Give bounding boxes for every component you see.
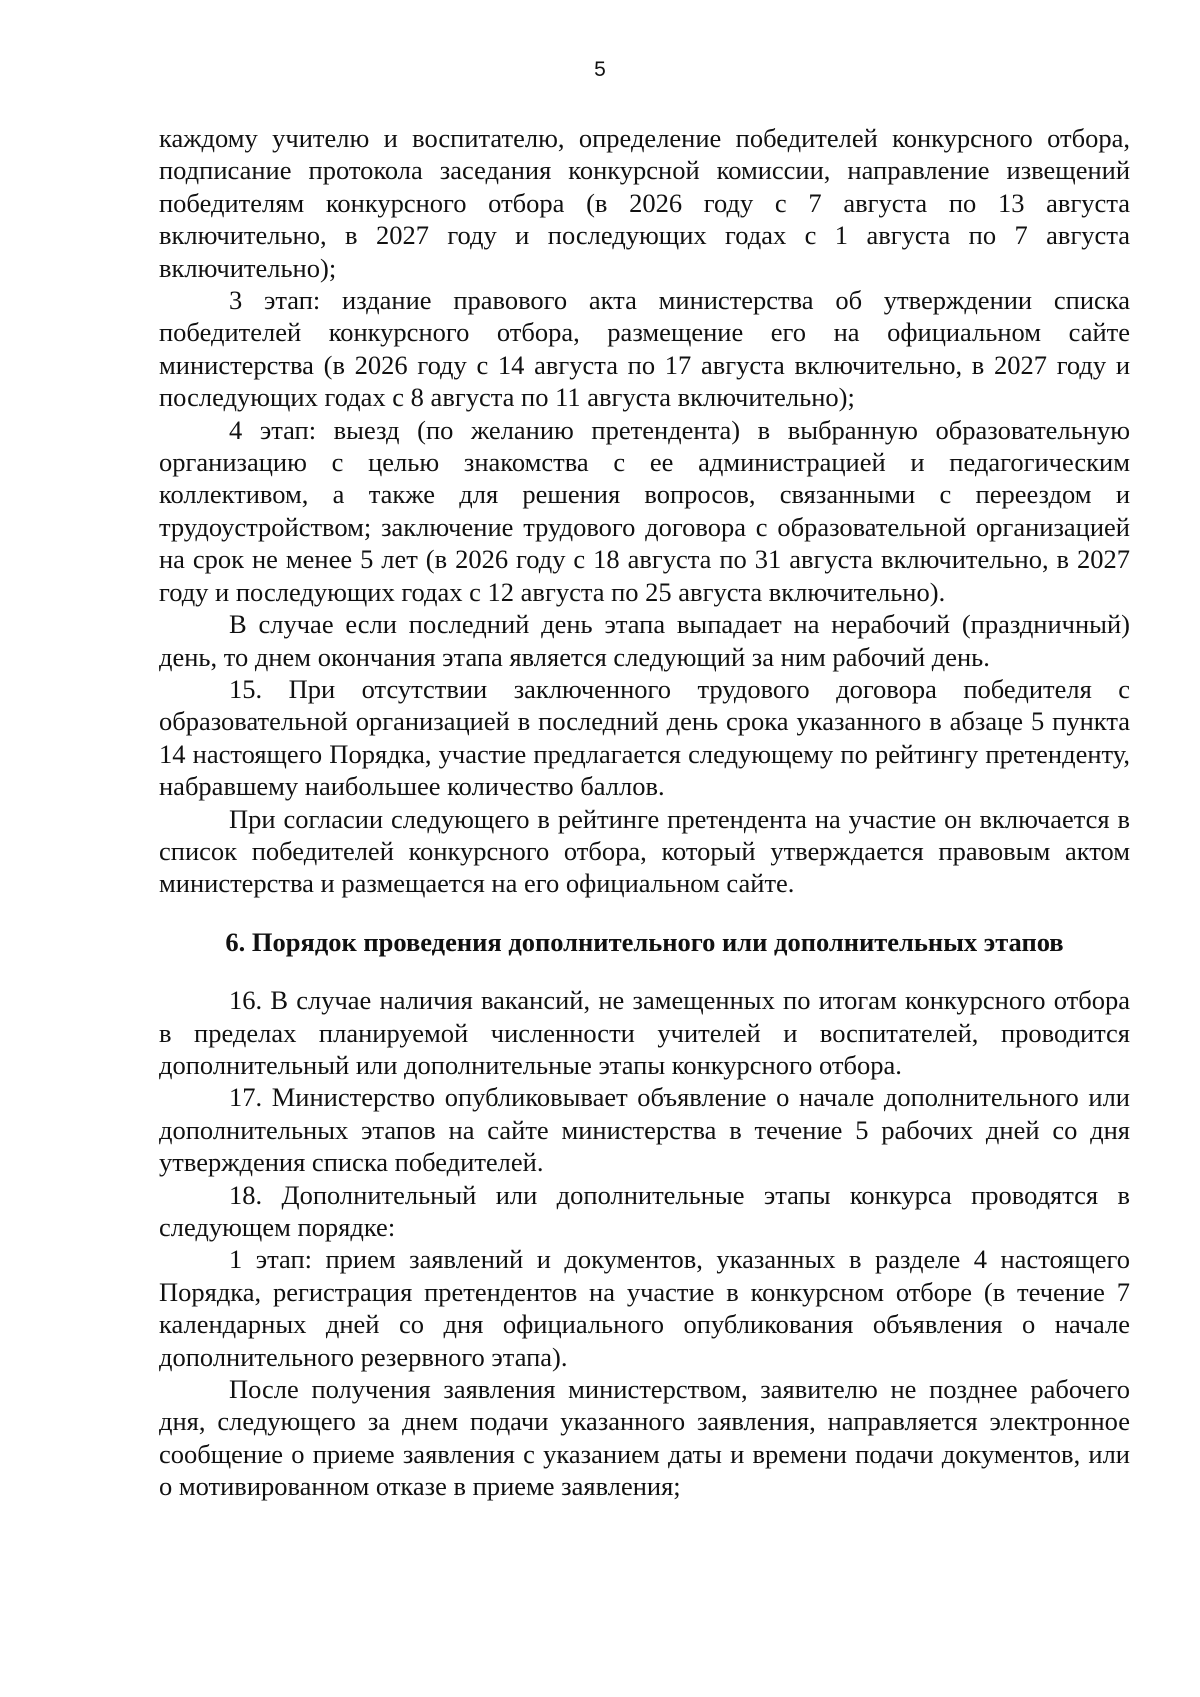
paragraph-continuation: каждому учителю и воспитателю, определение победителей конкурсного отбора, подписание протокола заседания конкурсной комиссии, направление извещений победителям конкурсного отбора (в 2026 году с 7 августа по 13 августа включительно, в 2027 году и последующих годах с 1 августа по 7 августа включительно);	[159, 123, 1130, 283]
paragraph-item-17: 17. Министерство опубликовывает объявление о начале дополнительного или дополнительных этапов на сайте министерства в течение 5 рабочих дней со дня утверждения списка победителей.	[159, 1082, 1130, 1178]
paragraph-item-16: 16. В случае наличия вакансий, не замещенных по итогам конкурсного отбора в пределах планируемой численности учителей и воспитателей, проводится дополнительный или дополнительные этапы конкурсного отбора.	[159, 985, 1130, 1080]
paragraph-additional-stage-1: 1 этап: прием заявлений и документов, указанных в разделе 4 настоящего Порядка, регистрация претендентов на участие в конкурсном отборе (в течение 7 календарных дней со дня официального опубликования объявления о начале дополнительного резервного этапа).	[159, 1244, 1130, 1372]
page-number: 5	[594, 58, 606, 81]
section-heading: 6. Порядок проведения дополнительного или дополнительных этапов	[225, 926, 1064, 957]
paragraph-non-working-day: В случае если последний день этапа выпадает на нерабочий (праздничный) день, то днем окончания этапа является следующий за ним рабочий день.	[159, 609, 1130, 672]
paragraph-consent: При согласии следующего в рейтинге претендента на участие он включается в список победителей конкурсного отбора, который утверждается правовым актом министерства и размещается на его официальном сайте.	[159, 803, 1130, 899]
paragraph-stage-4: 4 этап: выезд (по желанию претендента) в выбранную образовательную организацию с целью знакомства с ее администрацией и педагогическим коллективом, а также для решения вопросов, связанными с переездом и трудоустройством; заключение трудового договора с образовательной организацией на срок не менее 5 лет (в 2026 году с 18 августа по 31 августа включительно, в 2027 году и последующих годах с 12 августа по 25 августа включительно).	[159, 414, 1130, 607]
paragraph-item-18: 18. Дополнительный или дополнительные этапы конкурса проводятся в следующем порядке:	[159, 1179, 1130, 1242]
document-body	[159, 122, 1130, 1503]
paragraph-item-15: 15. При отсутствии заключенного трудового договора победителя с образовательной организацией в последний день срока указанного в абзаце 5 пункта 14 настоящего Порядка, участие предлагается следующему по рейтингу претенденту, набравшему наибольшее количество баллов.	[159, 673, 1130, 802]
paragraph-after-application: После получения заявления министерством, заявителю не позднее рабочего дня, следующего за днем подачи указанного заявления, направляется электронное сообщение о приеме заявления с указанием даты и времени подачи документов, или о мотивированном отказе в приеме заявления;	[159, 1374, 1130, 1502]
paragraph-stage-3: 3 этап: издание правового акта министерства об утверждении списка победителей конкурсного отбора, размещение его на официальном сайте министерства (в 2026 году с 14 августа по 17 августа включительно, в 2027 году и последующих годах с 8 августа по 11 августа включительно);	[159, 285, 1130, 413]
